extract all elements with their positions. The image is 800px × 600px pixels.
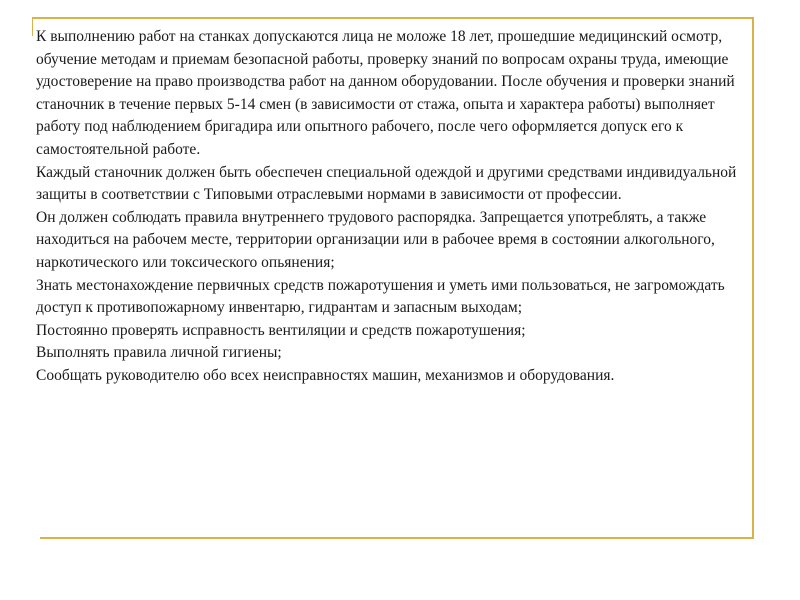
paragraph-internal-rules: Он должен соблюдать правила внутреннего трудового распорядка. Запрещается употреблять, а также находиться на рабочем месте, территории организации или в рабочее время в состоянии алкогольного, наркотического или токсического опьянения; <box>36 208 715 271</box>
body-text-block <box>36 26 748 388</box>
paragraph-report-faults: Сообщать руководителю обо всех неисправностях машин, механизмов и оборудования. <box>36 366 615 384</box>
left-accent-rule <box>32 17 33 36</box>
paragraph-admission-requirements: К выполнению работ на станках допускаются лица не моложе 18 лет, прошедшие медицинский осмотр, обучение методам и приемам безопасной работы, проверку знаний по вопросам охраны труда, имеющие удостоверение на право производства работ на данном оборудовании. После обучения и проверки знаний станочник в течение первых 5-14 смен (в зависимости от стажа, опыта и характера работы) выполняет работу под наблюдением бригадира или опытного рабочего, после чего оформляется допуск его к самостоятельной работе. <box>36 28 735 158</box>
top-accent-rule <box>32 17 754 19</box>
right-accent-rule <box>752 17 754 539</box>
paragraph-protective-equipment: Каждый станочник должен быть обеспечен специальной одеждой и другими средствами индивидуальной защиты в соответствии с Типовыми отраслевыми нормами в зависимости от профессии. <box>36 163 737 204</box>
paragraph-fire-safety: Знать местонахождение первичных средств пожаротушения и уметь ими пользоваться, не загромождать доступ к противопожарному инвентарю, гидрантам и запасным выходам; <box>36 276 725 317</box>
bottom-accent-rule <box>40 537 754 539</box>
paragraph-ventilation-check: Постоянно проверять исправность вентиляции и средств пожаротушения; <box>36 321 526 339</box>
paragraph-hygiene: Выполнять правила личной гигиены; <box>36 344 282 362</box>
